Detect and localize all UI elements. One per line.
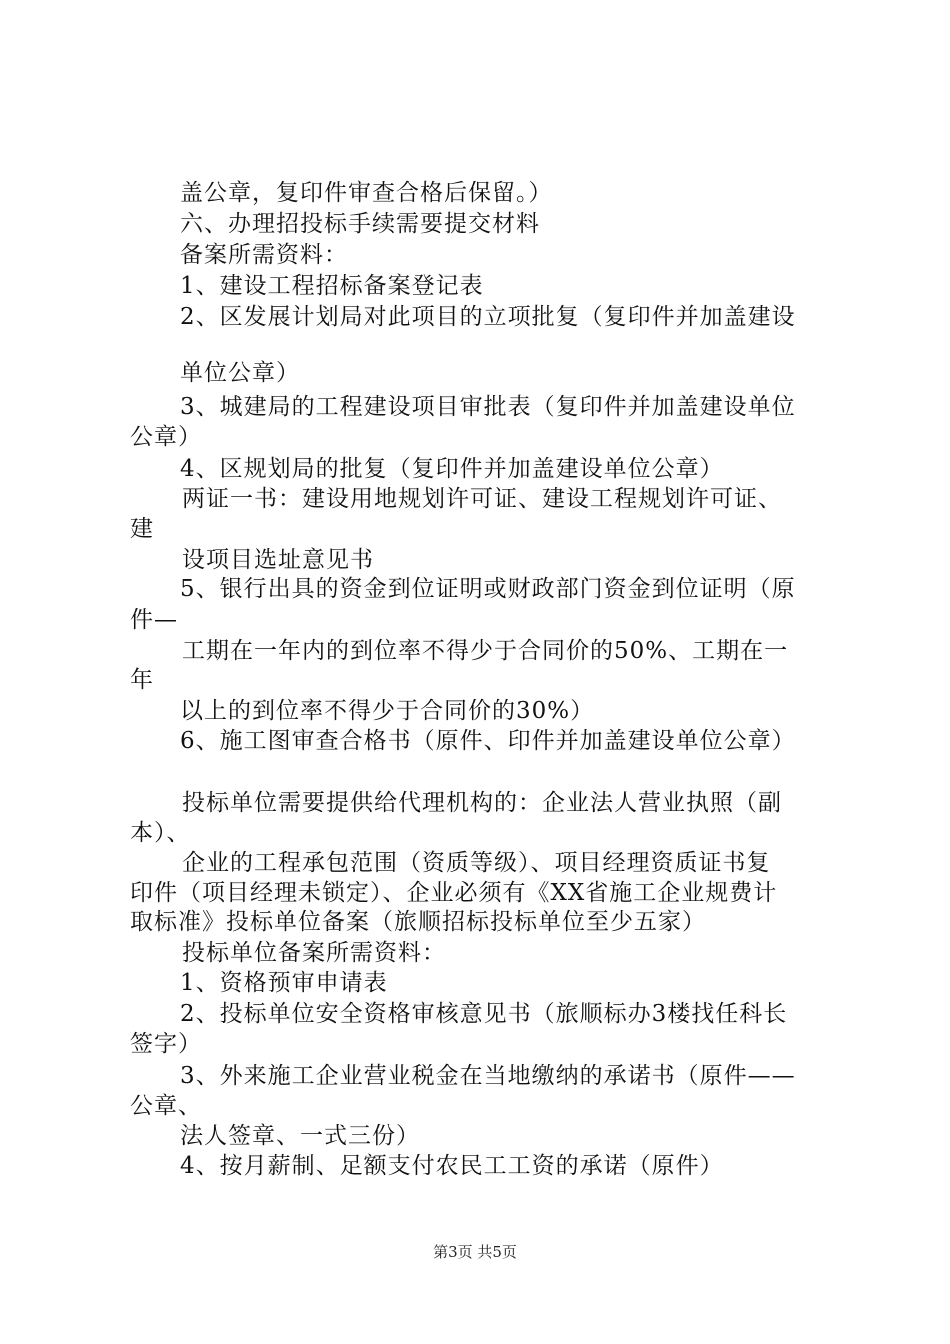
list-item: 5、银行出具的资金到位证明或财政部门资金到位证明（原	[180, 576, 796, 602]
text-line: 本）、	[130, 820, 191, 846]
text-line: 印件（项目经理未锁定）、企业必须有《XX省施工企业规费计	[130, 880, 778, 906]
list-item: 2、区发展计划局对此项目的立项批复（复印件并加盖建设	[180, 304, 796, 330]
text-line: 年	[130, 667, 154, 693]
section-heading: 六、办理招投标手续需要提交材料	[180, 211, 540, 237]
list-item: 4、按月薪制、足额支付农民工工资的承诺（原件）	[180, 1153, 724, 1179]
list-item: 6、施工图审查合格书（原件、印件并加盖建设单位公章）	[180, 728, 796, 754]
list-item: 1、资格预审申请表	[180, 970, 388, 996]
text-line: 签字）	[130, 1031, 202, 1057]
text-line: 以上的到位率不得少于合同价的30%）	[180, 698, 595, 724]
text-line: 公章、	[130, 1093, 202, 1119]
text-line: 两证一书：建设用地规划许可证、建设工程规划许可证、	[182, 486, 782, 512]
text-line: 设项目选址意见书	[182, 547, 374, 573]
text-line: 法人签章、一式三份）	[180, 1123, 420, 1149]
text-line: 盖公章，复印件审查合格后保留。）	[180, 180, 553, 206]
list-item: 3、城建局的工程建设项目审批表（复印件并加盖建设单位	[180, 394, 796, 420]
subheading: 备案所需资料：	[180, 242, 348, 268]
list-item: 2、投标单位安全资格审核意见书（旅顺标办3楼找任科长	[180, 1001, 788, 1027]
text-line: 建	[130, 516, 154, 542]
list-item: 4、区规划局的批复（复印件并加盖建设单位公章）	[180, 456, 724, 482]
text-line: 单位公章）	[180, 360, 300, 386]
list-item: 1、建设工程招标备案登记表	[180, 273, 484, 299]
list-item: 3、外来施工企业营业税金在当地缴纳的承诺书（原件——	[180, 1063, 796, 1089]
text-line: 公章）	[130, 424, 202, 450]
text-line: 件—	[130, 607, 178, 633]
subheading: 投标单位备案所需资料：	[182, 940, 446, 966]
page-number: 第3页 共5页	[433, 1243, 517, 1261]
text-line: 企业的工程承包范围（资质等级）、项目经理资质证书复	[182, 850, 771, 876]
text-line: 投标单位需要提供给代理机构的：企业法人营业执照（副	[182, 790, 782, 816]
text-line: 取标准》投标单位备案（旅顺招标投标单位至少五家）	[130, 909, 706, 935]
text-line: 工期在一年内的到位率不得少于合同价的50%、工期在一	[182, 638, 789, 664]
